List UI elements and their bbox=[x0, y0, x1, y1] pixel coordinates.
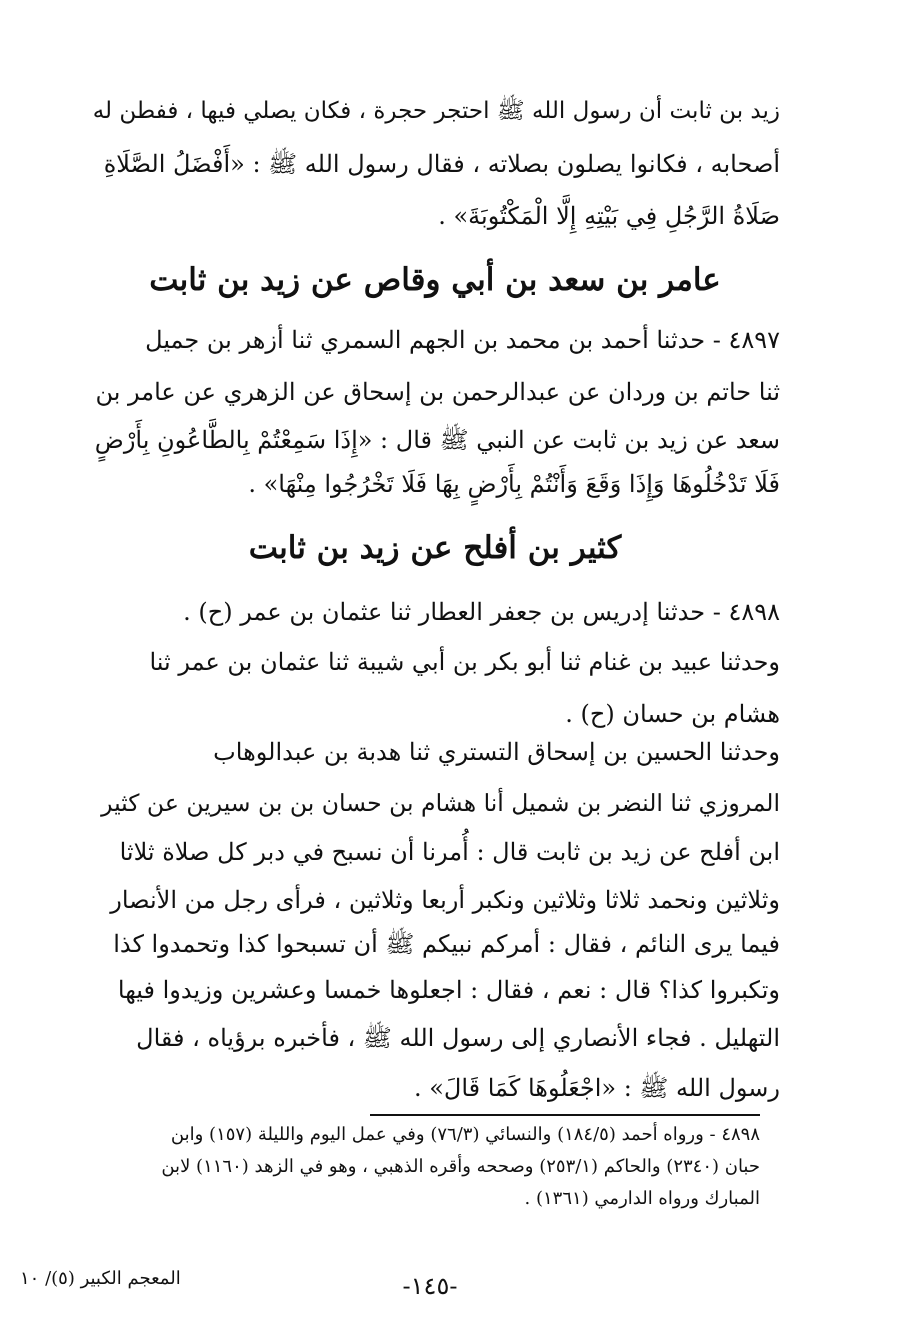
text-line: وحدثنا الحسين بن إسحاق التستري ثنا هدبة بن عبدالوهاب bbox=[213, 738, 780, 766]
footnote-divider bbox=[370, 1114, 760, 1116]
text-line: أصحابه ، فكانوا يصلون بصلاته ، فقال رسول الله ﷺ : «أَفْضَلُ الصَّلَاةِ bbox=[103, 150, 780, 178]
text-line: ابن أفلح عن زيد بن ثابت قال : أُمرنا أن نسبح في دبر كل صلاة ثلاثا bbox=[119, 838, 780, 866]
footnote-line: ٤٨٩٨ - ورواه أحمد (١٨٤/٥) والنسائي (٧٦/٣) وفي عمل اليوم والليلة (١٥٧) وابن bbox=[170, 1124, 760, 1145]
section-heading: كثير بن أفلح عن زيد بن ثابت bbox=[248, 530, 622, 566]
section-heading: عامر بن سعد بن أبي وقاص عن زيد بن ثابت bbox=[149, 262, 721, 298]
text-line: ثنا حاتم بن وردان عن عبدالرحمن بن إسحاق عن الزهري عن عامر بن bbox=[95, 378, 780, 406]
text-line: سعد عن زيد بن ثابت عن النبي ﷺ قال : «إِذَا سَمِعْتُمْ بِالطَّاعُونِ بِأَرْضٍ bbox=[94, 426, 780, 454]
text-line: هشام بن حسان (ح) . bbox=[565, 700, 780, 728]
footnote-line: حبان (٢٣٤٠) والحاكم (٢٥٣/١) وصححه وأقره الذهبي ، وهو في الزهد (١١٦٠) لابن bbox=[161, 1156, 760, 1177]
book-title: المعجم الكبير (٥)/ ١٠ bbox=[20, 1268, 181, 1289]
text-line: زيد بن ثابت أن رسول الله ﷺ احتجر حجرة ، فكان يصلي فيها ، ففطن له bbox=[92, 98, 780, 124]
text-line: وحدثنا عبيد بن غنام ثنا أبو بكر بن أبي شيبة ثنا عثمان بن عمر ثنا bbox=[149, 648, 780, 676]
text-line: وثلاثين ونحمد ثلاثا وثلاثين ونكبر أربعا وثلاثين ، فرأى رجل من الأنصار bbox=[110, 886, 780, 914]
text-line: المروزي ثنا النضر بن شميل أنا هشام بن حسان بن بن سيرين عن كثير bbox=[101, 789, 780, 817]
footnote-line: المبارك ورواه الدارمي (١٣٦١) . bbox=[524, 1188, 760, 1209]
text-line: رسول الله ﷺ : «اجْعَلُوهَا كَمَا قَالَ» . bbox=[413, 1074, 780, 1102]
page-number: -١٤٥- bbox=[402, 1272, 458, 1300]
text-line: التهليل . فجاء الأنصاري إلى رسول الله ﷺ ، فأخبره برؤياه ، فقال bbox=[136, 1024, 780, 1052]
text-line: فيما يرى النائم ، فقال : أمركم نبيكم ﷺ أن تسبحوا كذا وتحمدوا كذا bbox=[113, 930, 780, 958]
text-line: صَلَاةُ الرَّجُلِ فِي بَيْتِهِ إِلَّا الْمَكْتُوبَةَ» . bbox=[438, 202, 780, 230]
text-line: فَلَا تَدْخُلُوهَا وَإِذَا وَقَعَ وَأَنْتُمْ بِأَرْضٍ بِهَا فَلَا تَخْرُجُوا مِنْهَا» . bbox=[248, 470, 780, 498]
text-line: ٤٨٩٨ - حدثنا إدريس بن جعفر العطار ثنا عثمان بن عمر (ح) . bbox=[183, 598, 780, 626]
text-line: وتكبروا كذا؟ قال : نعم ، فقال : اجعلوها خمسا وعشرين وزيدوا فيها bbox=[117, 976, 780, 1004]
text-line: ٤٨٩٧ - حدثنا أحمد بن محمد بن الجهم السمري ثنا أزهر بن جميل bbox=[145, 326, 780, 354]
